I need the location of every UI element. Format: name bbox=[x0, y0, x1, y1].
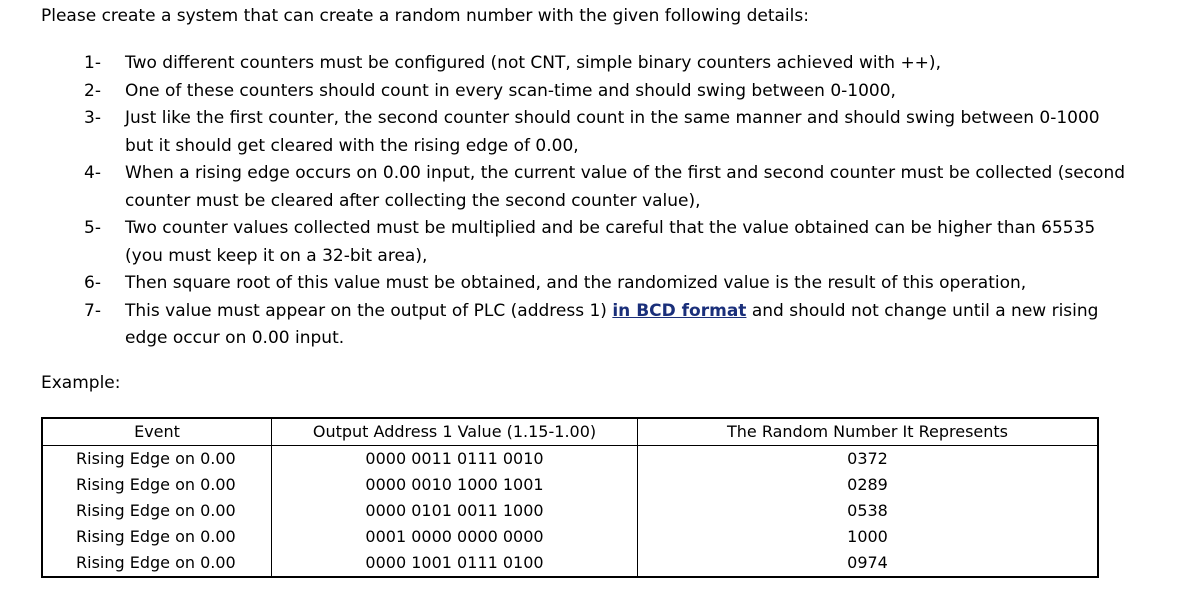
requirement-text: Two counter values collected must be multiplied and be careful that the value obtained can be higher than 65535 (you must keep it on a 32-bit area), bbox=[125, 218, 1096, 266]
cell-random-number: 0372 bbox=[638, 446, 1099, 473]
requirement-number: 6- bbox=[84, 273, 101, 293]
cell-output: 0000 1001 0111 0100 bbox=[272, 550, 638, 577]
cell-output: 0001 0000 0000 0000 bbox=[272, 524, 638, 550]
cell-random-number: 0289 bbox=[638, 472, 1099, 498]
requirement-item-2 bbox=[84, 78, 1164, 106]
cell-output: 0000 0010 1000 1001 bbox=[272, 472, 638, 498]
requirement-text: Two different counters must be configured (not CNT, simple binary counters achieved with ++), bbox=[125, 53, 941, 73]
requirement-number: 5- bbox=[84, 218, 101, 238]
requirement-text-after: and should not change until a new rising edge occur on 0.00 input. bbox=[125, 300, 1099, 348]
cell-event: Rising Edge on 0.00 bbox=[42, 498, 272, 524]
requirement-item-3 bbox=[84, 105, 1164, 160]
column-header-random-number: The Random Number It Represents bbox=[638, 418, 1099, 446]
requirement-text-before: This value must appear on the output of PLC (address 1) bbox=[125, 300, 613, 321]
table-header-row bbox=[42, 418, 1098, 446]
table-row bbox=[42, 550, 1098, 577]
cell-random-number: 0538 bbox=[638, 498, 1099, 524]
table-row bbox=[42, 472, 1098, 498]
requirement-text: Then square root of this value must be obtained, and the randomized value is the result of this operation, bbox=[125, 273, 1027, 293]
requirement-number: 2- bbox=[84, 80, 101, 101]
table-row bbox=[42, 498, 1098, 524]
requirement-item-6 bbox=[84, 270, 1164, 298]
requirement-number: 1- bbox=[84, 53, 101, 73]
requirements-list bbox=[84, 50, 1164, 353]
requirement-text: Just like the first counter, the second counter should count in the same manner and should swing between 0-1000 but it should get cleared with the rising edge of 0.00, bbox=[125, 108, 1100, 156]
requirement-item-5 bbox=[84, 215, 1164, 270]
cell-event: Rising Edge on 0.00 bbox=[42, 524, 272, 550]
column-header-output: Output Address 1 Value (1.15-1.00) bbox=[272, 418, 638, 446]
cell-random-number: 0974 bbox=[638, 550, 1099, 577]
requirement-item-4 bbox=[84, 160, 1164, 215]
cell-output: 0000 0101 0011 1000 bbox=[272, 498, 638, 524]
cell-event: Rising Edge on 0.00 bbox=[42, 472, 272, 498]
requirement-number: 4- bbox=[84, 163, 101, 183]
requirement-number: 3- bbox=[84, 108, 101, 128]
bcd-format-emphasis: in BCD format bbox=[612, 300, 747, 321]
example-label: Example: bbox=[41, 373, 121, 393]
column-header-event: Event bbox=[42, 418, 272, 446]
cell-event: Rising Edge on 0.00 bbox=[42, 446, 272, 473]
table-row bbox=[42, 446, 1098, 473]
requirement-number: 7- bbox=[84, 300, 101, 321]
cell-output: 0000 0011 0111 0010 bbox=[272, 446, 638, 473]
intro-paragraph: Please create a system that can create a random number with the given following details: bbox=[41, 6, 809, 26]
requirement-text bbox=[125, 298, 1125, 353]
requirement-item-1 bbox=[84, 50, 1164, 78]
requirement-text: When a rising edge occurs on 0.00 input, the current value of the first and second counter must be collected (second counter must be cleared after collecting the second counter value), bbox=[125, 163, 1126, 211]
cell-random-number: 1000 bbox=[638, 524, 1099, 550]
cell-event: Rising Edge on 0.00 bbox=[42, 550, 272, 577]
table-row bbox=[42, 524, 1098, 550]
requirement-text: One of these counters should count in every scan-time and should swing between 0-1000, bbox=[125, 80, 896, 101]
requirement-item-7 bbox=[84, 298, 1164, 353]
example-table bbox=[41, 417, 1099, 578]
